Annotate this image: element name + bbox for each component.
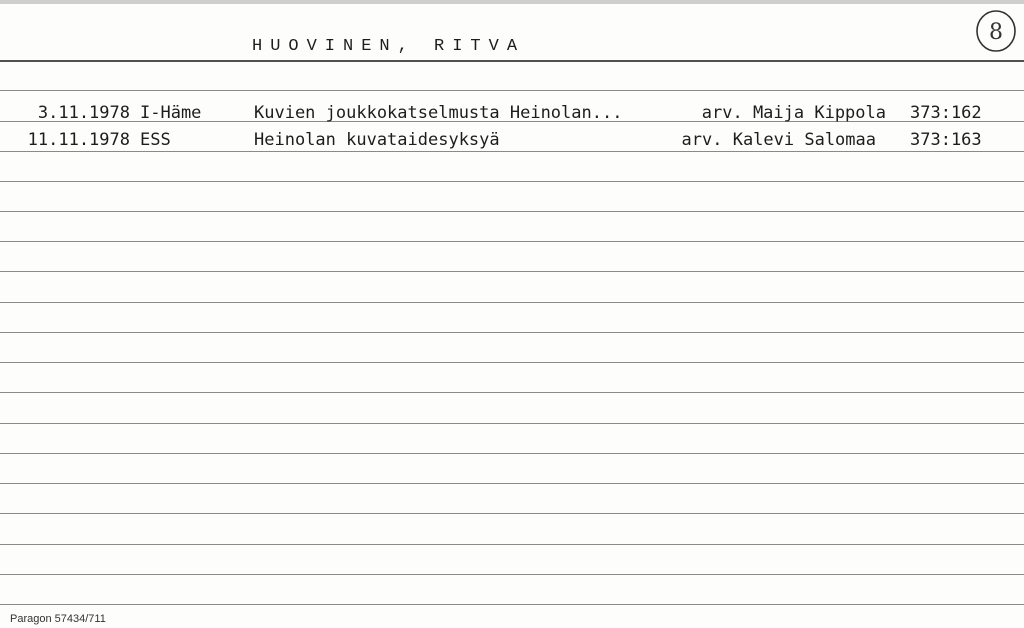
ruled-line <box>0 604 1024 605</box>
entry-date: 11.11.1978 <box>27 130 130 150</box>
entry-reviewer: arv. Kalevi Salomaa <box>681 130 876 150</box>
ruled-line <box>0 423 1024 424</box>
ruled-line <box>0 513 1024 514</box>
entry-code: 373:162 <box>910 103 982 123</box>
ruled-line <box>0 211 1024 212</box>
ruled-line <box>0 271 1024 272</box>
ruled-line <box>0 574 1024 575</box>
heading-rule <box>0 60 1024 62</box>
ruled-line <box>0 241 1024 242</box>
entry-code: 373:163 <box>910 130 982 150</box>
stamp-number: 8 <box>989 20 1003 45</box>
ruled-line <box>0 392 1024 393</box>
ruled-line <box>0 453 1024 454</box>
circled-number-stamp <box>974 8 1018 54</box>
entry-title: Heinolan kuvataidesyksyä <box>254 130 500 150</box>
ruled-line <box>0 332 1024 333</box>
entry-date: 3.11.1978 <box>37 103 130 123</box>
entry-source: ESS <box>140 130 171 150</box>
entry-title: Kuvien joukkokatselmusta Heinolan... <box>254 103 623 123</box>
ruled-line <box>0 90 1024 91</box>
ruled-line <box>0 181 1024 182</box>
entry-reviewer: arv. Maija Kippola <box>701 103 886 123</box>
ruled-line <box>0 302 1024 303</box>
ruled-line <box>0 544 1024 545</box>
ruled-line <box>0 151 1024 152</box>
ruled-line <box>0 362 1024 363</box>
ruled-line <box>0 483 1024 484</box>
card-footer-print: Paragon 57434/711 <box>10 613 106 625</box>
entry-source: I-Häme <box>140 103 202 123</box>
card-top-edge <box>0 0 1024 4</box>
card-heading: HUOVINEN, RITVA <box>252 37 526 56</box>
